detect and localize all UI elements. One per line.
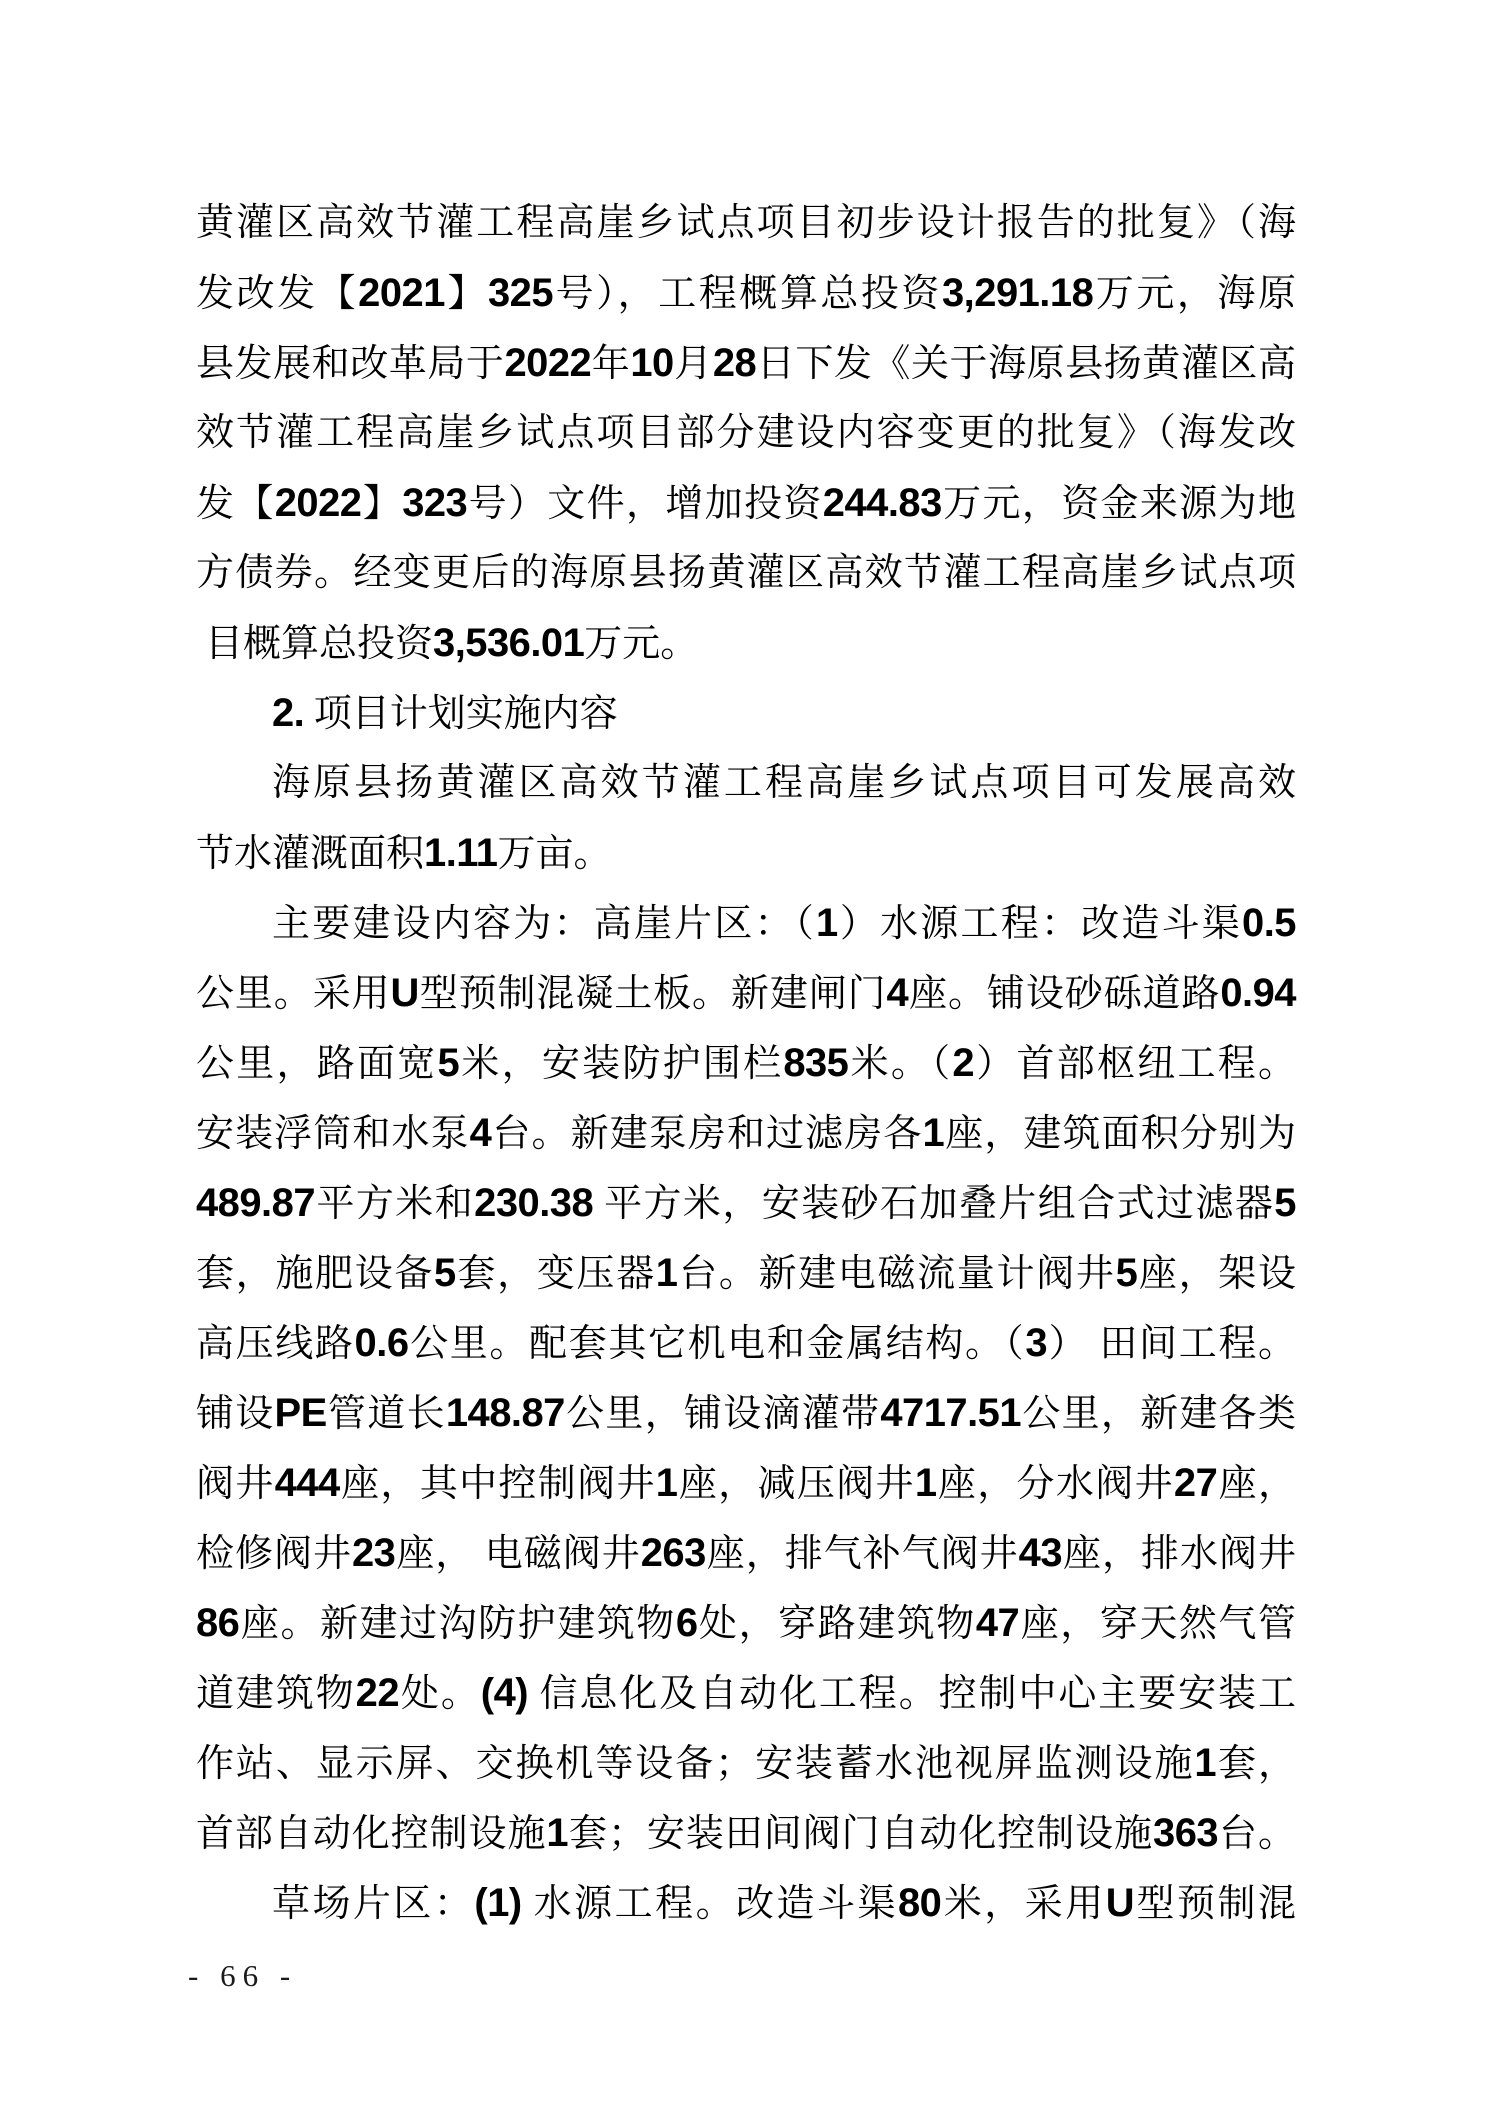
text-line: 发【2022】323号）文件，增加投资244.83万元，资金来源为地 [196,481,1296,525]
numeric-text: 1 [546,1811,569,1855]
document-body [196,188,1296,1938]
text-line: 主要建设内容为：高崖片区：（1）水源工程：改造斗渠0.5 [272,901,1296,945]
text-line: 草场片区：(1) 水源工程。改造斗渠80米，采用U型预制混 [272,1881,1296,1925]
text-line: 首部自动化控制设施1套；安装田间阀门自动化控制设施363台。 [196,1811,1296,1855]
numeric-text: 0.94 [1220,971,1296,1015]
numeric-text: 1 [1194,1741,1217,1785]
numeric-text: 230.38 [474,1181,594,1225]
text-line: 方债券。经变更后的海原县扬黄灌区高效节灌工程高崖乡试点项 [196,552,1296,594]
numeric-text: 22 [355,1671,400,1715]
text-line: 黄灌区高效节灌工程高崖乡试点项目初步设计报告的批复》（海 [196,202,1296,244]
numeric-text: 835 [783,1041,849,1085]
text-line: 安装浮筒和水泵4台。新建泵房和过滤房各1座，建筑面积分别为 [196,1111,1296,1155]
numeric-text: 47 [975,1601,1020,1645]
numeric-text: 2. [272,691,305,735]
numeric-text: 2 [952,1041,975,1085]
numeric-text: 2022 [274,481,362,525]
text-line: 高压线路0.6公里。配套其它机电和金属结构。（3） 田间工程。 [196,1321,1296,1365]
text-line: 套，施肥设备5套，变压器1台。新建电磁流量计阀井5座，架设 [196,1251,1296,1295]
numeric-text: 6 [675,1601,698,1645]
numeric-text: 2021 [358,271,445,315]
text-line: 阀井444座，其中控制阀井1座，减压阀井1座，分水阀井27座， [196,1461,1296,1505]
text-line: 489.87平方米和230.38 平方米，安装砂石加叠片组合式过滤器5 [196,1181,1296,1225]
numeric-text: 5 [437,1041,460,1085]
numeric-text: 3 [1025,1321,1048,1365]
numeric-text: 4717.51 [880,1391,1022,1435]
numeric-text: 3,291.18 [941,271,1094,315]
numeric-text: 444 [274,1461,340,1505]
numeric-text: (4) [480,1671,529,1715]
numeric-text: 244.83 [822,481,942,525]
text-line: 发改发【2021】325号），工程概算总投资3,291.18万元，海原 [196,271,1296,315]
numeric-text: 1 [655,1251,678,1295]
numeric-text: 27 [1173,1461,1218,1505]
numeric-text: 10 [630,341,674,385]
numeric-text: 5 [1115,1251,1138,1295]
text-line: 86座。新建过沟防护建筑物6处，穿路建筑物47座，穿天然气管 [196,1601,1296,1645]
text-line: 目概算总投资3,536.01万元。 [205,621,699,665]
text-line: 2. 项目计划实施内容 [272,691,618,735]
text-line: 作站、显示屏、交换机等设备；安装蓄水池视屏监测设施1套， [196,1741,1296,1785]
text-line: 海原县扬黄灌区高效节灌工程高崖乡试点项目可发展高效 [272,762,1296,804]
text-line: 效节灌工程高崖乡试点项目部分建设内容变更的批复》（海发改 [196,412,1296,454]
numeric-text: 325 [487,271,554,315]
numeric-text: U [390,971,419,1015]
numeric-text: PE [274,1391,327,1435]
numeric-text: 263 [640,1531,706,1575]
numeric-text: 28 [712,341,757,385]
numeric-text: 80 [897,1881,942,1925]
numeric-text: 1 [655,1461,678,1505]
text-line: 节水灌溉面积1.11万亩。 [196,831,612,875]
numeric-text: (1) [474,1881,522,1925]
text-line: 铺设PE管道长148.87公里，铺设滴灌带4717.51公里，新建各类 [196,1391,1296,1435]
numeric-text: 0.6 [354,1321,409,1365]
text-line: 公里。采用U型预制混凝土板。新建闸门4座。铺设砂砾道路0.94 [196,971,1296,1015]
numeric-text: 1 [922,1111,945,1155]
numeric-text: 489.87 [196,1181,316,1225]
numeric-text: 323 [402,481,468,525]
numeric-text: 86 [196,1601,240,1645]
numeric-text: 23 [351,1531,396,1575]
numeric-text: 1.11 [424,831,498,875]
numeric-text: 4 [469,1111,492,1155]
page-number: - 66 - [188,1958,298,1993]
numeric-text: 363 [1153,1811,1219,1855]
numeric-text: 4 [886,971,909,1015]
numeric-text: 5 [1274,1181,1296,1225]
numeric-text: 1 [914,1461,937,1505]
numeric-text: 43 [1018,1531,1063,1575]
numeric-text: 0.5 [1242,901,1296,945]
numeric-text: 1 [815,901,838,945]
numeric-text: 2022 [504,341,592,385]
numeric-text: U [1105,1881,1135,1925]
numeric-text: 5 [434,1251,456,1295]
text-line: 检修阀井23座， 电磁阀井263座，排气补气阀井43座，排水阀井 [196,1531,1296,1575]
numeric-text: 3,536.01 [433,621,585,665]
text-line: 道建筑物22处。(4) 信息化及自动化工程。控制中心主要安装工 [196,1671,1296,1715]
text-line: 县发展和改革局于2022年10月28日下发《关于海原县扬黄灌区高 [196,341,1296,385]
numeric-text: 148.87 [445,1391,565,1435]
text-line: 公里，路面宽5米，安装防护围栏835米。（2）首部枢纽工程。 [196,1041,1296,1085]
